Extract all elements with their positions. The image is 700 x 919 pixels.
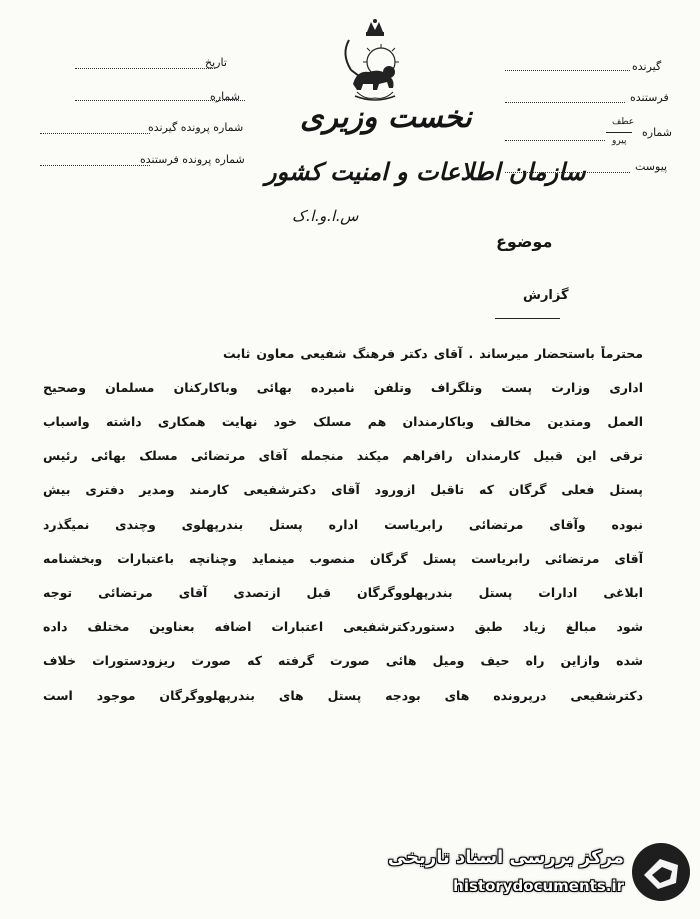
watermark <box>387 833 692 913</box>
body-line: پستل فعلی گرگان که تاقبل ازورود آقای دکترشفیعی کارمند ومدیر دفتری بیش <box>43 482 643 497</box>
receiver-file-label: شماره پرونده گیرنده <box>148 121 244 134</box>
body-line: آقای مرتضائی رابریاست پستل گرگان منصوب مینماید وچنانچه باعتبارات وبخشنامه <box>43 551 643 566</box>
body-line: شود مبالغ زیاد طبق دستوردکترشفیعی اعتبارات اضافه بعناوین مختلف داده <box>43 619 643 634</box>
sender-line <box>505 102 625 103</box>
date-label: تاریخ <box>205 56 227 69</box>
body-line: ترقی این قبیل کارمندان رافراهم میکند منجمله آقای مرتضائی مسلک بهائی رئیس <box>43 448 643 463</box>
number-ref-label: شماره <box>642 126 673 139</box>
body-line: العمل ومتدین مخالف وباکارمندان هم مسلک خود نهایت همکاری داشته واسباب <box>43 414 643 429</box>
atf-peyro-divider <box>606 132 632 133</box>
number-label: شماره <box>210 90 241 103</box>
subject-underline <box>495 318 560 319</box>
peyro-label: پیرو <box>612 136 627 146</box>
body-line: اداری وزارت پست وتلگراف وتلفن نامبرده بهائی وباکارکنان مسلمان وصحیح <box>43 380 643 395</box>
sender-label: فرستنده <box>630 91 669 104</box>
receiver-line <box>505 70 630 71</box>
date-line <box>75 68 215 69</box>
center-name: مرکز بررسی اسناد تاریخی <box>387 847 624 868</box>
organization-title: سازمان اطلاعات و امنیت کشور <box>265 157 586 186</box>
prime-ministry-title: نخست وزیری <box>300 100 472 135</box>
atf-label: عطف <box>612 117 635 127</box>
receiver-file-line <box>40 133 150 134</box>
subject-label: موضوع <box>496 232 553 251</box>
body-line: محترماً باستحضار میرساند . آقای دکتر فرهنگ شفیعی معاون ثابت <box>223 346 643 361</box>
lion-and-sun-emblem <box>335 18 415 108</box>
number-ref-line <box>505 140 605 141</box>
organization-code: س.ا.و.ا.ک <box>292 207 359 225</box>
body-line: دکترشفیعی درپرونده های بودجه پستل های بندرپهلووگرگان موجود است <box>43 688 643 703</box>
body-line: ابلاغی ادارات پستل بندرپهلووگرگان قبل ازتصدی آقای مرتضائی توجه <box>43 585 643 600</box>
receiver-label: گیرنده <box>632 60 662 73</box>
sender-file-line <box>40 165 150 166</box>
sender-file-label: شماره پرونده فرستنده <box>140 153 245 166</box>
body-line: نبوده وآقای مرتضائی رابریاست اداره پستل بندرپهلوی وچندی نمیگذرد <box>43 517 643 532</box>
center-logo-icon <box>630 841 692 903</box>
body-line: شده وازاین راه حیف ومیل هائی صورت گرفته که صورت ریزودستورات خلاف <box>43 653 643 668</box>
subject-value: گزارش <box>523 288 569 303</box>
attachment-line <box>505 172 630 173</box>
center-website: historydocuments.ir <box>453 877 624 895</box>
attachment-label: پیوست <box>635 160 668 173</box>
